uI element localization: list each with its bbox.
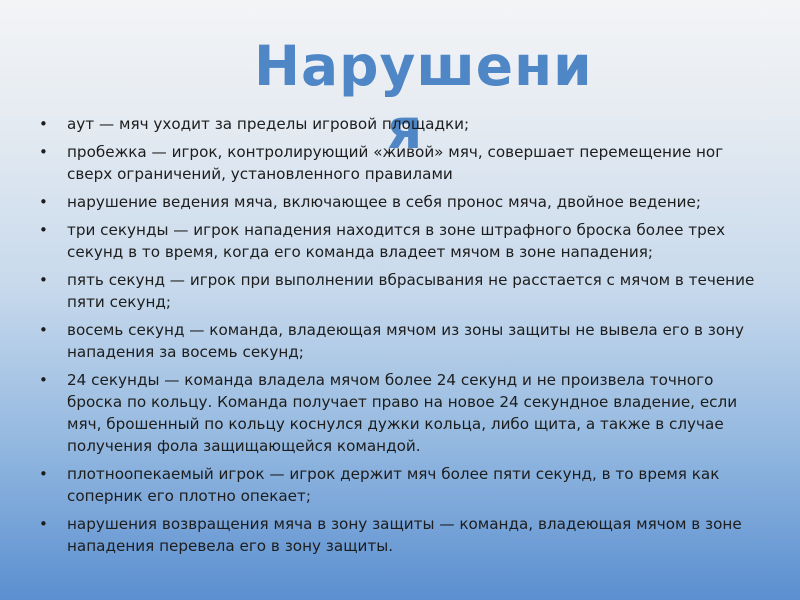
bullet-text: плотноопекаемый игрок — игрок держит мяч более пяти секунд, в то время как соперник его плотно опекает; <box>67 465 720 505</box>
bullet-marker: • <box>39 465 48 483</box>
bullet-text: пробежка — игрок, контролирующий «живой» мяч, совершает перемещение ног сверх ограничений, установленного правилами <box>67 143 724 183</box>
bullet-marker: • <box>39 115 48 133</box>
slide-title-line-1: Нарушени <box>254 34 593 98</box>
bullet-text: 24 секунды — команда владела мячом более 24 секунд и не произвела точного броска по кольцу. Команда получает право на новое 24 секундное владение, если мяч, брошенный по кольцу коснулся дужки кольца, либо щита, а также в случае получения фола защищающейся командой. <box>67 371 738 455</box>
bullet-item <box>38 269 758 313</box>
bullet-marker: • <box>39 193 48 211</box>
bullet-text: нарушение ведения мяча, включающее в себя пронос мяча, двойное ведение; <box>67 193 702 211</box>
bullet-text: нарушения возвращения мяча в зону защиты — команда, владеющая мячом в зоне нападения перевела его в зону защиты. <box>67 515 742 555</box>
bullet-item <box>38 191 758 213</box>
bullet-item <box>38 113 758 135</box>
slide-title-line-2: я <box>387 97 424 161</box>
bullet-marker: • <box>39 271 48 289</box>
bullet-item <box>38 219 758 263</box>
bullet-item <box>38 369 758 457</box>
bullet-item <box>38 319 758 363</box>
bullet-marker: • <box>39 221 48 239</box>
bullet-text: пять секунд — игрок при выполнении вбрасывания не расстается с мячом в течение пяти секунд; <box>67 271 755 311</box>
bullet-item <box>38 463 758 507</box>
bullet-item <box>38 513 758 557</box>
bullet-marker: • <box>39 515 48 533</box>
bullet-marker: • <box>39 371 48 389</box>
bullet-text: аут — мяч уходит за пределы игровой площадки; <box>67 115 470 133</box>
bullet-text: восемь секунд — команда, владеющая мячом из зоны защиты не вывела его в зону нападения за восемь секунд; <box>67 321 745 361</box>
bullet-list-container <box>38 113 758 563</box>
bullet-text: три секунды — игрок нападения находится в зоне штрафного броска более трех секунд в то время, когда его команда владеет мячом в зоне нападения; <box>67 221 726 261</box>
bullet-marker: • <box>39 321 48 339</box>
bullet-marker: • <box>39 143 48 161</box>
bullet-item <box>38 141 758 185</box>
bullet-list <box>38 113 758 557</box>
